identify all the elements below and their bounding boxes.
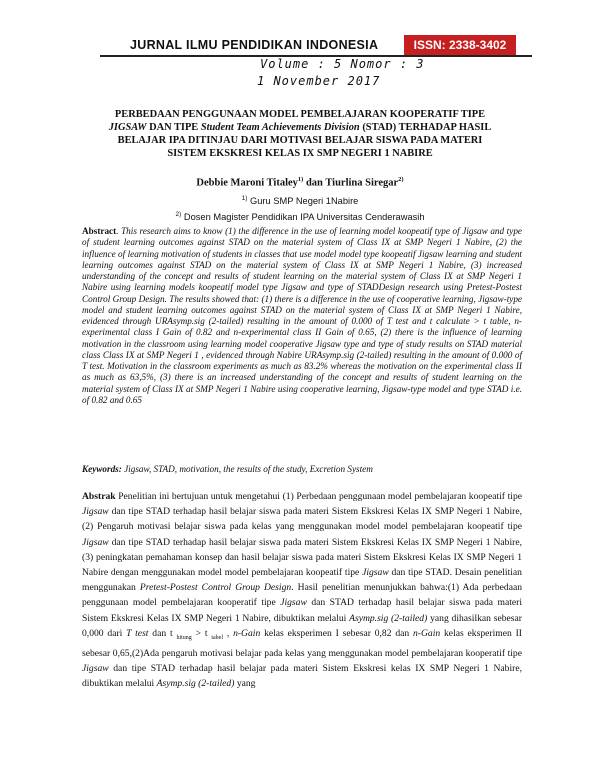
abstrak-text-10: , <box>223 627 234 639</box>
abstrak-jigsaw-3: Jigsaw <box>362 567 389 579</box>
abstrak-text-2: dan tipe STAD terhadap hasil belajar siswa pada materi Sistem Ekskresi Kelas IX SMP Negeri 1 Nabire, (2) Pengaruh motivasi belajar siswa pada kelas yang menggunakan model model pembelajaran koopeatif tipe <box>82 506 522 533</box>
affiliation-2-text: Dosen Magister Pendidikan IPA Universitas Cenderawasih <box>181 212 425 223</box>
publication-date: 1 November 2017 <box>257 74 381 88</box>
volume-issue: Volume : 5 Nomor : 3 <box>260 57 425 71</box>
author-1-sup: 1) <box>297 176 304 183</box>
abstrak-asymp-2: Asymp.sig (2-tailed) <box>156 678 235 690</box>
abstrak-asymp-1: Asymp.sig (2-tailed) <box>349 612 428 624</box>
title-line-2 <box>90 121 510 134</box>
issn-badge: ISSN: 2338-3402 <box>404 35 516 55</box>
abstrak-jigsaw-4: Jigsaw <box>280 597 307 609</box>
article-title <box>90 108 510 160</box>
abstrak-label: Abstrak <box>82 491 116 502</box>
abstrak-text-9: > t <box>191 627 212 639</box>
abstrak-text-1: Penelitian ini bertujuan untuk mengetahui (1) Perbedaan penggunaan model pembelajaran koopeatif tipe <box>115 491 522 502</box>
title-end: (STAD) TERHADAP HASIL <box>362 122 492 133</box>
abstrak-text-4: dan tipe STAD. Desain penelitian menggunakan <box>82 567 522 594</box>
affiliation-1-text: Guru SMP Negeri 1Nabire <box>247 196 359 207</box>
abstrak-jigsaw-2: Jigsaw <box>82 536 109 548</box>
abstract-text: . This research aims to know (1) the difference in the use of learning model koopeatif type of Jigsaw and type of student learning outcomes against STAD on the material system of Class IX at SMP Negeri 1 Nabire, (2) the influence of learning motivation of students in classes that use model model type koopeatif Jigsaw learning and student learning outcomes against STAD on the material system of Class IX at SMP Negeri 1 Nabire, (3) increased understanding of the concept and results of student learning on the material system of Class IX at SMP Negeri 1 Nabire using learning models koopeatif model type Jigsaw and type of STADDesign research using Pretest-Postest Control Group Design. The results showed that: (1) there is a difference in the use of cooperative learning, Jigsaw-type model and student learning outcomes against STAD on the material system of Class IX at SMP Negeri 1 Nabire, evidenced through URAsymp.sig (2-tailed) resulting in the amount of 0.000 of T test and t calculate > t table, n-experimental class I Gain of 0.82 and n-experimental class II Gain of 0.65, (2) there is the influence of learning motivation in the classroom using learning model cooperative Jigsaw type and type of study results on STAD material class Class IX at SMP Negeri 1 , evidenced through Nabire URAsymp.sig (2-tailed) resulting in the amount of 0.000 of T test. Motivation in the classroom experiments as much as 83.2% whereas the motivation on the experimental class II as much as 63,5%, (3) there is an increased understanding of the concept and results of student learning on the material system of Class IX at SMP Negeri 1 Nabire using cooperative learning, Jigsaw-type model and type STAD i.e. of 0.82 and 0.65 <box>82 226 522 405</box>
author-2-sup: 2) <box>398 176 404 183</box>
abstrak-sub-hitung: hitung <box>176 634 192 641</box>
abstrak-ttest: T test <box>126 627 149 639</box>
abstrak-text-8: dan t <box>148 627 177 639</box>
abstrak-ngain-1: n-Gain <box>233 627 261 639</box>
abstract-english <box>82 226 522 406</box>
affiliation-1 <box>90 192 510 208</box>
author-2: dan Tiurlina Siregar <box>303 177 399 189</box>
title-stad-full: Student Team Achievements Division <box>200 122 360 133</box>
abstrak-jigsaw-5: Jigsaw <box>82 663 109 675</box>
abstract-label: Abstract <box>82 226 117 236</box>
abstrak-text-13: dan tipe STAD terhadap hasil belajar pada materi Sistem Ekskresi kelas IX SMP Negeri 1 Nabire, dibuktikan melalui <box>82 663 522 690</box>
abstrak-text-6: dan STAD terhadap hasil belajar siswa pada materi Sistem Ekskresi Kelas IX SMP Negeri 1 Nabire, dibuktikan melalui <box>82 597 522 624</box>
abstrak-indonesian <box>82 489 522 692</box>
abstrak-text-7: yang dihasilkan sebesar 0,000 dari <box>82 612 522 639</box>
title-line-3: BELAJAR IPA DITINJAU DARI MOTIVASI BELAJAR SISWA PADA MATERI <box>117 135 483 146</box>
journal-title: JURNAL ILMU PENDIDIKAN INDONESIA <box>130 38 379 52</box>
affiliation-1-sup: 1) <box>241 195 248 202</box>
keywords-label: Keywords: <box>82 464 122 474</box>
abstrak-ngain-2: n-Gain <box>413 627 441 639</box>
keywords-text: Jigsaw, STAD, motivation, the results of the study, Excretion System <box>121 464 373 474</box>
title-line-1: PERBEDAAN PENGGUNAAN MODEL PEMBELAJARAN KOOPERATIF TIPE <box>114 109 486 120</box>
affiliation-2-sup: 2) <box>175 211 182 219</box>
abstrak-text-12: kelas eksperimen II sebesar 0,65,(2)Ada pengaruh motivasi belajar pada kelas yang menggunakan model pembelajaran kooperatif tipe <box>82 627 522 659</box>
abstrak-text-3: dan tipe STAD terhadap hasil belajar siswa pada materi Sistem Ekskresi Kelas IX SMP Negeri 1 Nabire, (3) peningkatan pemahaman konsep dan hasil belajar siswa pada materi Sistem Ekskresi Kelas IX SMP Negeri 1 Nabire dengan menggunakan model model pembelajaran koopeatif tipe <box>82 536 522 579</box>
abstrak-design: Pretest-Postest Control Group Design <box>139 582 292 594</box>
abstrak-text-11: kelas eksperimen I sebesar 0,82 dan <box>260 627 413 639</box>
title-mid: DAN TIPE <box>146 122 199 133</box>
abstrak-jigsaw-1: Jigsaw <box>82 506 109 518</box>
abstrak-text-14: yang <box>234 678 256 690</box>
title-line-4: SISTEM EKSKRESI KELAS IX SMP NEGERI 1 NABIRE <box>167 148 433 159</box>
title-jigsaw: JIGSAW <box>108 122 147 133</box>
author-1: Debbie Maroni Titaley <box>196 177 298 189</box>
authors <box>90 176 510 189</box>
affiliations <box>90 192 510 224</box>
keywords <box>82 464 522 474</box>
abstrak-text-5: . Hasil penelitian menunjukkan bahwa:(1) Ada perbedaan penggunaan model pembelajaran kooperatif tipe <box>82 582 523 609</box>
affiliation-2 <box>90 208 510 224</box>
abstrak-sub-tabel: tabel <box>211 634 224 641</box>
